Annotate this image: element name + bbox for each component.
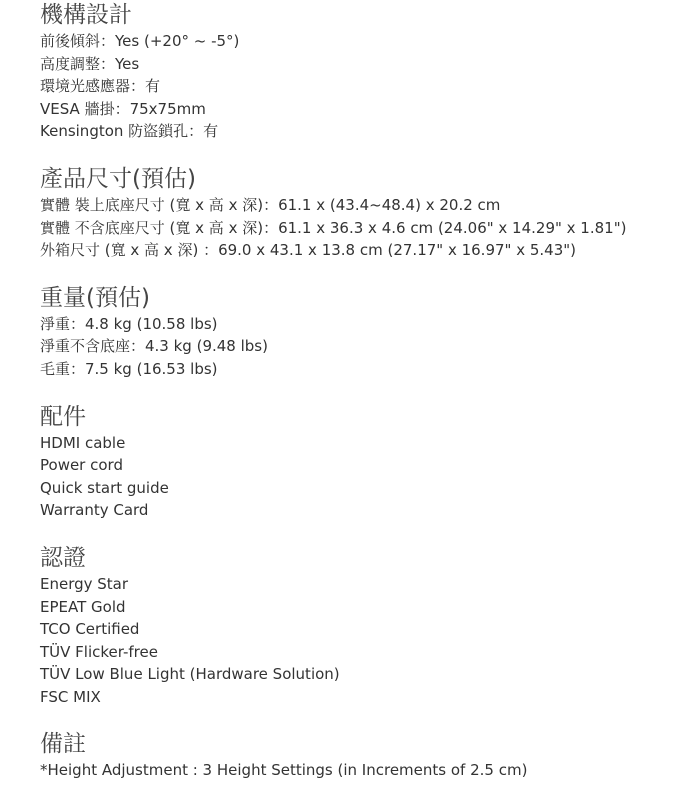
- section-gap: [40, 262, 680, 283]
- spec-line: 淨重：4.8 kg (10.58 lbs): [40, 314, 218, 333]
- section-gap: [40, 381, 680, 402]
- section-mechanical-design: [40, 0, 680, 143]
- section-product-dimensions: [40, 164, 680, 262]
- spec-sheet: [40, 0, 680, 782]
- spec-line: 實體 裝上底座尺寸 (寬 x 高 x 深)：61.1 x (43.4~48.4) x 20.2 cm: [40, 195, 501, 214]
- section-notes: [40, 729, 680, 782]
- spec-line: Kensington 防盜鎖孔：有: [40, 122, 219, 141]
- section-heading: 認證: [40, 544, 86, 571]
- section-heading: 配件: [40, 403, 86, 430]
- spec-line: TÜV Flicker-free: [40, 642, 158, 661]
- spec-line: 前後傾斜：Yes (+20° ~ -5°): [40, 32, 240, 50]
- section-gap: [40, 522, 680, 543]
- spec-line: 外箱尺寸 (寬 x 高 x 深) ：69.0 x 43.1 x 13.8 cm (27.17" x 16.97" x 5.43"): [40, 241, 576, 260]
- section-heading: 機構設計: [40, 2, 132, 28]
- section-gap: [40, 143, 680, 164]
- spec-line: Energy Star: [40, 574, 129, 593]
- section-weight: [40, 283, 680, 381]
- spec-line: 高度調整：Yes: [40, 54, 140, 73]
- spec-line: 環境光感應器：有: [40, 77, 161, 96]
- section-heading: 產品尺寸(預估): [40, 165, 196, 192]
- section-certifications: [40, 543, 680, 709]
- spec-line: *Height Adjustment : 3 Height Settings (in Increments of 2.5 cm): [40, 761, 528, 780]
- spec-line: Warranty Card: [40, 501, 149, 520]
- spec-line: VESA 牆掛：75x75mm: [40, 99, 206, 118]
- spec-line: Quick start guide: [40, 478, 169, 497]
- section-heading: 重量(預估): [40, 284, 150, 311]
- spec-line: 實體 不含底座尺寸 (寬 x 高 x 深)：61.1 x 36.3 x 4.6 cm (24.06" x 14.29" x 1.81"): [40, 218, 627, 237]
- spec-line: FSC MIX: [40, 687, 101, 706]
- spec-line: TÜV Low Blue Light (Hardware Solution): [40, 665, 340, 684]
- spec-line: TCO Certified: [40, 620, 140, 639]
- section-accessories: [40, 402, 680, 522]
- section-gap: [40, 708, 680, 729]
- spec-line: EPEAT Gold: [40, 597, 126, 616]
- spec-line: 淨重不含底座：4.3 kg (9.48 lbs): [40, 337, 268, 356]
- spec-line: 毛重：7.5 kg (16.53 lbs): [40, 359, 218, 378]
- spec-line: Power cord: [40, 456, 123, 475]
- section-heading: 備註: [40, 731, 86, 758]
- spec-line: HDMI cable: [40, 433, 126, 452]
